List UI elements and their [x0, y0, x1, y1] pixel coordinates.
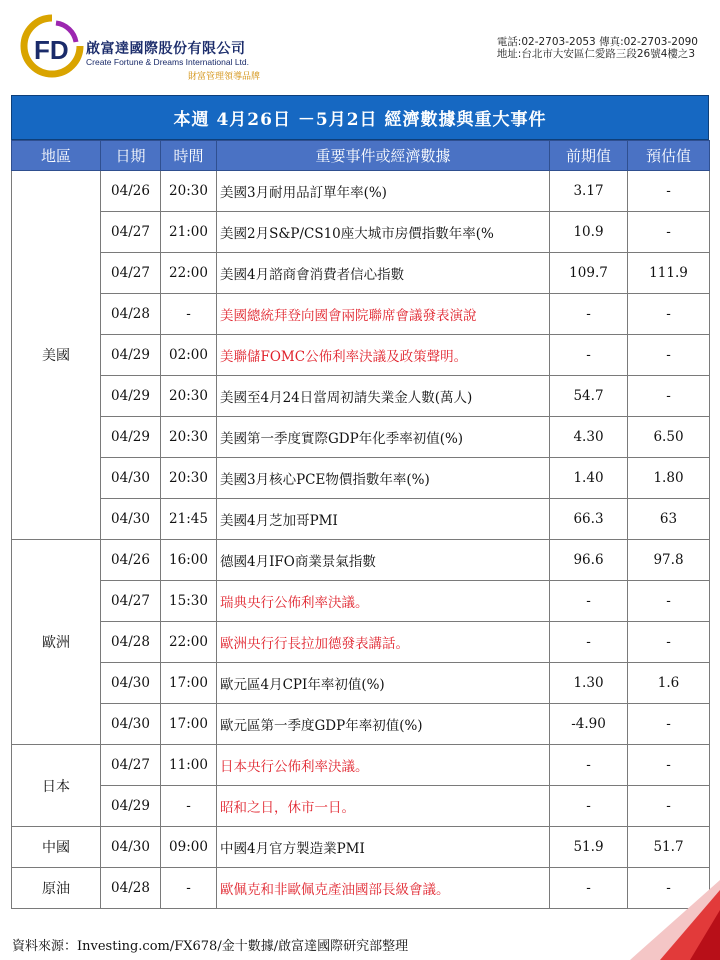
forecast-value-cell: -	[628, 294, 710, 335]
date-cell: 04/29	[101, 335, 161, 376]
time-cell: 09:00	[161, 827, 217, 868]
date-cell: 04/27	[101, 212, 161, 253]
previous-value-cell: -	[550, 294, 628, 335]
table-row	[12, 499, 710, 540]
source-note: 資料來源：Investing.com/FX678/金十數據/啟富達國際研究部整理	[12, 939, 409, 954]
table-row	[12, 458, 710, 499]
forecast-value-cell: 51.7	[628, 827, 710, 868]
events-table-container	[11, 95, 709, 909]
event-cell: 美國4月芝加哥PMI	[217, 499, 550, 540]
table-row	[12, 786, 710, 827]
event-cell: 美國2月S&P/CS10座大城市房價指數年率(%	[217, 212, 550, 253]
previous-value-cell: -4.90	[550, 704, 628, 745]
fd-logo-icon	[20, 14, 84, 78]
table-row	[12, 663, 710, 704]
table-row	[12, 171, 710, 212]
date-cell: 04/26	[101, 540, 161, 581]
previous-value-cell: -	[550, 868, 628, 909]
date-cell: 04/26	[101, 171, 161, 212]
date-cell: 04/30	[101, 663, 161, 704]
event-cell: 美國總統拜登向國會兩院聯席會議發表演說	[217, 294, 550, 335]
table-title: 本週 4月26日 －5月2日 經濟數據與重大事件	[11, 95, 709, 140]
date-cell: 04/29	[101, 786, 161, 827]
event-cell: 美國第一季度實際GDP年化季率初值(%)	[217, 417, 550, 458]
event-cell: 歐佩克和非歐佩克產油國部長級會議。	[217, 868, 550, 909]
table-row	[12, 212, 710, 253]
event-cell: 美國3月核心PCE物價指數年率(%)	[217, 458, 550, 499]
col-header-time: 時間	[161, 141, 217, 171]
event-cell: 中國4月官方製造業PMI	[217, 827, 550, 868]
previous-value-cell: 66.3	[550, 499, 628, 540]
time-cell: 20:30	[161, 458, 217, 499]
contact-address: 地址:台北市大安區仁愛路三段26號4樓之3	[496, 48, 696, 60]
event-cell: 瑞典央行公佈利率決議。	[217, 581, 550, 622]
time-cell: 16:00	[161, 540, 217, 581]
company-logo	[20, 14, 290, 84]
date-cell: 04/30	[101, 458, 161, 499]
event-cell: 美國4月諮商會消費者信心指數	[217, 253, 550, 294]
time-cell: 17:00	[161, 663, 217, 704]
date-cell: 04/30	[101, 827, 161, 868]
time-cell: 21:00	[161, 212, 217, 253]
time-cell: -	[161, 868, 217, 909]
forecast-value-cell: -	[628, 335, 710, 376]
event-cell: 美國3月耐用品訂單年率(%)	[217, 171, 550, 212]
table-row	[12, 581, 710, 622]
forecast-value-cell: -	[628, 376, 710, 417]
table-row	[12, 540, 710, 581]
table-row	[12, 376, 710, 417]
col-header-date: 日期	[101, 141, 161, 171]
time-cell: 20:30	[161, 417, 217, 458]
company-slogan: 財富管理領導品牌	[188, 72, 261, 82]
time-cell: 20:30	[161, 376, 217, 417]
time-cell: -	[161, 786, 217, 827]
table-row	[12, 294, 710, 335]
table-row	[12, 253, 710, 294]
forecast-value-cell: 6.50	[628, 417, 710, 458]
event-cell: 歐元區4月CPI年率初值(%)	[217, 663, 550, 704]
table-body	[12, 171, 710, 909]
decorative-corner-graphic	[590, 880, 720, 960]
previous-value-cell: 1.40	[550, 458, 628, 499]
forecast-value-cell: -	[628, 745, 710, 786]
forecast-value-cell: 97.8	[628, 540, 710, 581]
time-cell: 20:30	[161, 171, 217, 212]
company-name-cn: 啟富達國際股份有限公司	[86, 41, 246, 57]
forecast-value-cell: -	[628, 581, 710, 622]
forecast-value-cell: -	[628, 212, 710, 253]
event-cell: 德國4月IFO商業景氣指數	[217, 540, 550, 581]
previous-value-cell: 3.17	[550, 171, 628, 212]
date-cell: 04/27	[101, 253, 161, 294]
forecast-value-cell: 1.6	[628, 663, 710, 704]
region-cell: 歐洲	[12, 540, 101, 745]
event-cell: 歐洲央行行長拉加德發表講話。	[217, 622, 550, 663]
forecast-value-cell: 63	[628, 499, 710, 540]
time-cell: 22:00	[161, 622, 217, 663]
previous-value-cell: -	[550, 335, 628, 376]
events-table	[11, 140, 710, 909]
time-cell: 22:00	[161, 253, 217, 294]
contact-phone-fax: 電話:02-2703-2053 傳真:02-2703-2090	[496, 36, 698, 48]
previous-value-cell: 1.30	[550, 663, 628, 704]
region-cell: 日本	[12, 745, 101, 827]
event-cell: 歐元區第一季度GDP年率初值(%)	[217, 704, 550, 745]
forecast-value-cell: -	[628, 171, 710, 212]
logo-letters: FD	[34, 35, 69, 65]
date-cell: 04/30	[101, 499, 161, 540]
forecast-value-cell: -	[628, 868, 710, 909]
date-cell: 04/28	[101, 622, 161, 663]
col-header-region: 地區	[12, 141, 101, 171]
col-header-event: 重要事件或經濟數據	[217, 141, 550, 171]
forecast-value-cell: -	[628, 786, 710, 827]
forecast-value-cell: 1.80	[628, 458, 710, 499]
previous-value-cell: 4.30	[550, 417, 628, 458]
time-cell: 15:30	[161, 581, 217, 622]
time-cell: 11:00	[161, 745, 217, 786]
date-cell: 04/28	[101, 294, 161, 335]
table-row	[12, 335, 710, 376]
table-header-row	[12, 141, 710, 171]
previous-value-cell: 54.7	[550, 376, 628, 417]
region-cell: 中國	[12, 827, 101, 868]
region-cell: 原油	[12, 868, 101, 909]
previous-value-cell: -	[550, 786, 628, 827]
region-cell: 美國	[12, 171, 101, 540]
previous-value-cell: 96.6	[550, 540, 628, 581]
previous-value-cell: -	[550, 745, 628, 786]
previous-value-cell: 51.9	[550, 827, 628, 868]
previous-value-cell: -	[550, 581, 628, 622]
date-cell: 04/28	[101, 868, 161, 909]
previous-value-cell: 10.9	[550, 212, 628, 253]
contact-info	[497, 36, 698, 60]
time-cell: -	[161, 294, 217, 335]
time-cell: 17:00	[161, 704, 217, 745]
time-cell: 21:45	[161, 499, 217, 540]
event-cell: 美國至4月24日當周初請失業金人數(萬人)	[217, 376, 550, 417]
forecast-value-cell: -	[628, 704, 710, 745]
event-cell: 美聯儲FOMC公佈利率決議及政策聲明。	[217, 335, 550, 376]
table-row	[12, 704, 710, 745]
table-row	[12, 745, 710, 786]
event-cell: 日本央行公佈利率決議。	[217, 745, 550, 786]
forecast-value-cell: -	[628, 622, 710, 663]
table-row	[12, 417, 710, 458]
event-cell: 昭和之日，休市一日。	[217, 786, 550, 827]
col-header-forecast: 預估值	[628, 141, 710, 171]
table-row	[12, 827, 710, 868]
company-name-en: Create Fortune & Dreams International Ltd.	[86, 57, 249, 67]
date-cell: 04/30	[101, 704, 161, 745]
previous-value-cell: 109.7	[550, 253, 628, 294]
table-row	[12, 622, 710, 663]
previous-value-cell: -	[550, 622, 628, 663]
time-cell: 02:00	[161, 335, 217, 376]
forecast-value-cell: 111.9	[628, 253, 710, 294]
date-cell: 04/29	[101, 417, 161, 458]
date-cell: 04/27	[101, 745, 161, 786]
date-cell: 04/27	[101, 581, 161, 622]
col-header-previous: 前期值	[550, 141, 628, 171]
date-cell: 04/29	[101, 376, 161, 417]
